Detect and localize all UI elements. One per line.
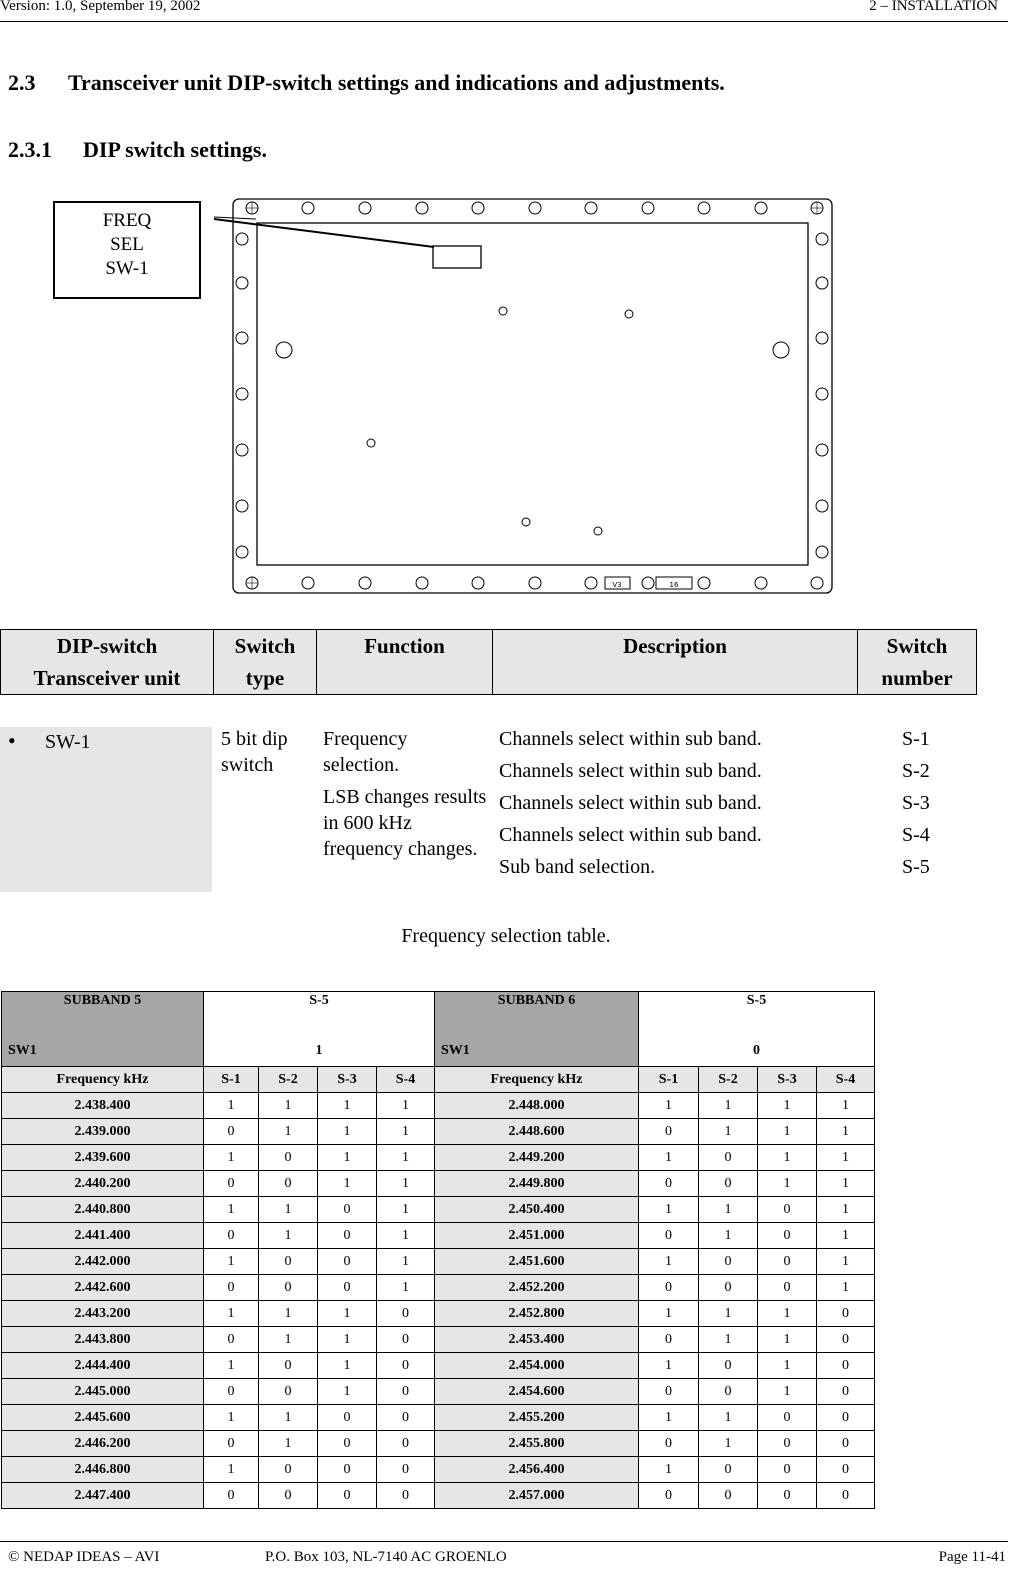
- freq-table-row: [2, 1223, 875, 1249]
- switch-bit-s2: 1: [259, 1327, 318, 1353]
- sw1-description-4: Channels select within sub band.: [499, 824, 762, 846]
- header-switch-number: Switch number: [858, 630, 977, 695]
- subband-6-s5: S-5 0: [639, 992, 875, 1067]
- subband-5-frequency: 2.446.800: [2, 1457, 204, 1483]
- callout-line-2: SEL: [110, 234, 144, 255]
- switch-bit-s4: 0: [817, 1301, 875, 1327]
- sw1-switch-number-3: S-3: [902, 792, 930, 814]
- switch-bit-s3: 0: [318, 1197, 377, 1223]
- freq-table-row: [2, 1119, 875, 1145]
- subband-6-frequency: 2.452.200: [435, 1275, 639, 1301]
- switch-bit-s4: 0: [377, 1431, 435, 1457]
- sw1-description-2: Channels select within sub band.: [499, 760, 762, 782]
- subsection-title: DIP switch settings.: [83, 137, 267, 162]
- switch-bit-s4: 1: [377, 1249, 435, 1275]
- freq-table-row: [2, 1145, 875, 1171]
- switch-bit-s1: 1: [639, 1145, 699, 1171]
- subband-5-frequency: 2.442.600: [2, 1275, 204, 1301]
- switch-bit-s1: 0: [639, 1327, 699, 1353]
- subband-5-frequency: 2.444.400: [2, 1353, 204, 1379]
- subsection-heading: [8, 137, 267, 163]
- freq-col-header: S-3: [318, 1067, 377, 1093]
- switch-bit-s4: 1: [377, 1275, 435, 1301]
- subband-6-frequency: 2.451.000: [435, 1223, 639, 1249]
- switch-bit-s1: 0: [639, 1223, 699, 1249]
- switch-bit-s1: 1: [639, 1249, 699, 1275]
- header-dip-switch: DIP-switch Transceiver unit: [1, 630, 214, 695]
- switch-bit-s4: 1: [817, 1093, 875, 1119]
- switch-bit-s3: 1: [758, 1119, 817, 1145]
- sw1-description-5: Sub band selection.: [499, 856, 656, 878]
- freq-table-row: [2, 1405, 875, 1431]
- switch-bit-s2: 0: [259, 1457, 318, 1483]
- switch-bit-s4: 1: [377, 1119, 435, 1145]
- transceiver-board-drawing: [200, 195, 840, 600]
- freq-table-row: [2, 1171, 875, 1197]
- switch-bit-s2: 0: [699, 1171, 758, 1197]
- switch-bit-s3: 1: [758, 1379, 817, 1405]
- switch-bit-s2: 0: [259, 1145, 318, 1171]
- switch-bit-s4: 0: [817, 1327, 875, 1353]
- switch-bit-s3: 1: [758, 1171, 817, 1197]
- subband-5-frequency: 2.441.400: [2, 1223, 204, 1249]
- header-rule: [0, 21, 1008, 22]
- switch-bit-s2: 0: [259, 1275, 318, 1301]
- section-number: 2.3: [8, 70, 36, 95]
- switch-bit-s1: 0: [204, 1171, 259, 1197]
- switch-bit-s1: 0: [204, 1431, 259, 1457]
- switch-bit-s1: 1: [639, 1301, 699, 1327]
- freq-table-row: [2, 1197, 875, 1223]
- switch-bit-s1: 0: [204, 1275, 259, 1301]
- switch-bit-s4: 0: [377, 1379, 435, 1405]
- switch-bit-s4: 0: [817, 1431, 875, 1457]
- switch-bit-s2: 0: [259, 1353, 318, 1379]
- subband-5-frequency: 2.440.200: [2, 1171, 204, 1197]
- board-label-r: 16: [669, 581, 679, 589]
- switch-bit-s1: 0: [639, 1119, 699, 1145]
- callout-line-3: SW-1: [105, 258, 149, 279]
- frequency-selection-table: [1, 991, 875, 1509]
- subband-5-frequency: 2.445.600: [2, 1405, 204, 1431]
- subband-6-frequency: 2.455.800: [435, 1431, 639, 1457]
- subband-6-frequency: 2.451.600: [435, 1249, 639, 1275]
- subband-5-frequency: 2.438.400: [2, 1093, 204, 1119]
- switch-bit-s4: 1: [817, 1171, 875, 1197]
- switch-bit-s2: 0: [259, 1483, 318, 1509]
- subband-5-frequency: 2.439.000: [2, 1119, 204, 1145]
- subband-5-frequency: 2.443.800: [2, 1327, 204, 1353]
- bullet-icon: •: [8, 728, 16, 753]
- freq-table-row: [2, 1431, 875, 1457]
- switch-bit-s2: 1: [259, 1093, 318, 1119]
- switch-bit-s3: 0: [758, 1223, 817, 1249]
- switch-bit-s2: 1: [259, 1405, 318, 1431]
- switch-bit-s3: 1: [318, 1119, 377, 1145]
- subband-6-frequency: 2.449.200: [435, 1145, 639, 1171]
- subband-5-frequency: 2.440.800: [2, 1197, 204, 1223]
- switch-bit-s1: 1: [204, 1457, 259, 1483]
- switch-bit-s4: 1: [377, 1223, 435, 1249]
- switch-bit-s2: 0: [699, 1457, 758, 1483]
- subsection-number: 2.3.1: [8, 137, 52, 162]
- switch-bit-s4: 1: [377, 1197, 435, 1223]
- switch-bit-s2: 1: [699, 1327, 758, 1353]
- switch-bit-s1: 0: [639, 1483, 699, 1509]
- freq-table-row: [2, 1483, 875, 1509]
- subband-5-header: SUBBAND 5 SW1: [2, 992, 204, 1067]
- subband-5-frequency: 2.443.200: [2, 1301, 204, 1327]
- freq-table-caption: Frequency selection table.: [401, 925, 611, 947]
- switch-bit-s1: 0: [204, 1483, 259, 1509]
- freq-table-row: [2, 1093, 875, 1119]
- board-inner-frame: [257, 223, 808, 565]
- freq-sel-callout: [53, 201, 201, 299]
- switch-bit-s2: 1: [699, 1431, 758, 1457]
- switch-bit-s4: 0: [377, 1483, 435, 1509]
- switch-bit-s2: 1: [699, 1301, 758, 1327]
- switch-bit-s3: 0: [318, 1431, 377, 1457]
- switch-bit-s2: 0: [259, 1171, 318, 1197]
- switch-bit-s4: 0: [817, 1483, 875, 1509]
- switch-bit-s3: 0: [758, 1431, 817, 1457]
- switch-bit-s4: 1: [817, 1275, 875, 1301]
- switch-bit-s2: 1: [699, 1197, 758, 1223]
- switch-bit-s4: 0: [377, 1405, 435, 1431]
- freq-table-row: [2, 1249, 875, 1275]
- switch-bit-s3: 1: [758, 1093, 817, 1119]
- subband-6-frequency: 2.454.600: [435, 1379, 639, 1405]
- freq-col-header: S-1: [204, 1067, 259, 1093]
- switch-bit-s4: 0: [377, 1301, 435, 1327]
- header-version: Version: 1.0, September 19, 2002: [0, 0, 201, 14]
- switch-bit-s1: 1: [639, 1405, 699, 1431]
- switch-bit-s4: 0: [817, 1457, 875, 1483]
- sw1-switch-number-4: S-4: [902, 824, 930, 846]
- section-title: Transceiver unit DIP-switch settings and indications and adjustments.: [68, 70, 725, 95]
- switch-bit-s2: 1: [699, 1119, 758, 1145]
- freq-col-header: S-4: [817, 1067, 875, 1093]
- switch-bit-s3: 1: [318, 1379, 377, 1405]
- sw1-switch-number-1: S-1: [902, 728, 930, 750]
- freq-col-header: Frequency kHz: [2, 1067, 204, 1093]
- switch-bit-s4: 0: [817, 1353, 875, 1379]
- switch-bit-s3: 1: [758, 1327, 817, 1353]
- switch-bit-s3: 1: [318, 1327, 377, 1353]
- switch-bit-s3: 0: [758, 1249, 817, 1275]
- freq-column-headers: [2, 1067, 875, 1093]
- header-description: Description: [493, 630, 858, 695]
- switch-bit-s3: 0: [318, 1405, 377, 1431]
- switch-bit-s1: 1: [639, 1093, 699, 1119]
- switch-bit-s2: 1: [699, 1093, 758, 1119]
- switch-bit-s1: 0: [204, 1223, 259, 1249]
- subband-6-frequency: 2.450.400: [435, 1197, 639, 1223]
- switch-bit-s3: 1: [758, 1353, 817, 1379]
- freq-table-row: [2, 1301, 875, 1327]
- switch-bit-s4: 1: [377, 1145, 435, 1171]
- switch-bit-s2: 0: [259, 1249, 318, 1275]
- switch-bit-s4: 1: [817, 1197, 875, 1223]
- switch-bit-s4: 0: [377, 1353, 435, 1379]
- footer-page: Page 11-41: [938, 1549, 1006, 1565]
- footer-rule: [0, 1541, 1008, 1542]
- header-switch-type: Switch type: [214, 630, 317, 695]
- sw1-description-1: Channels select within sub band.: [499, 728, 762, 750]
- switch-bit-s3: 0: [318, 1223, 377, 1249]
- switch-bit-s3: 1: [318, 1171, 377, 1197]
- switch-bit-s4: 1: [817, 1223, 875, 1249]
- switch-bit-s3: 0: [758, 1483, 817, 1509]
- switch-bit-s3: 1: [318, 1145, 377, 1171]
- switch-bit-s1: 1: [204, 1093, 259, 1119]
- switch-bit-s2: 1: [699, 1223, 758, 1249]
- function-frequency-selection: Frequency selection.: [323, 728, 408, 776]
- switch-bit-s3: 0: [758, 1197, 817, 1223]
- footer-address: P.O. Box 103, NL-7140 AC GROENLO: [265, 1549, 507, 1565]
- freq-col-header: S-2: [259, 1067, 318, 1093]
- switch-bit-s1: 1: [639, 1457, 699, 1483]
- subband-6-frequency: 2.449.800: [435, 1171, 639, 1197]
- board-label-v: V3: [612, 581, 622, 589]
- switch-bit-s2: 1: [259, 1223, 318, 1249]
- freq-col-header: S-3: [758, 1067, 817, 1093]
- switch-bit-s3: 1: [318, 1353, 377, 1379]
- board-outline: [233, 199, 832, 593]
- switch-bit-s2: 1: [699, 1405, 758, 1431]
- subband-6-sw: SW1: [441, 1043, 470, 1058]
- subband-6-frequency: 2.455.200: [435, 1405, 639, 1431]
- switch-bit-s1: 1: [639, 1353, 699, 1379]
- switch-bit-s1: 0: [639, 1171, 699, 1197]
- switch-bit-s3: 0: [318, 1483, 377, 1509]
- sw1-function: [323, 726, 488, 862]
- sw1-switch-number-2: S-2: [902, 760, 930, 782]
- sw1-name: SW-1: [45, 731, 91, 753]
- switch-bit-s2: 0: [699, 1483, 758, 1509]
- switch-bit-s4: 1: [377, 1171, 435, 1197]
- footer-company: © NEDAP IDEAS – AVI: [8, 1549, 160, 1565]
- switch-bit-s1: 0: [639, 1379, 699, 1405]
- switch-bit-s2: 0: [699, 1145, 758, 1171]
- switch-bit-s1: 0: [639, 1431, 699, 1457]
- subband-5-frequency: 2.439.600: [2, 1145, 204, 1171]
- sw1-type: 5 bit dip switch: [221, 728, 288, 776]
- subband-5-frequency: 2.447.400: [2, 1483, 204, 1509]
- switch-bit-s2: 0: [699, 1379, 758, 1405]
- freq-table-row: [2, 1457, 875, 1483]
- switch-bit-s3: 0: [758, 1275, 817, 1301]
- subband-5-sw: SW1: [8, 1043, 37, 1058]
- freq-table-row: [2, 1379, 875, 1405]
- subband-6-frequency: 2.457.000: [435, 1483, 639, 1509]
- freq-table-row: [2, 1353, 875, 1379]
- switch-bit-s1: 1: [639, 1197, 699, 1223]
- freq-col-header: S-4: [377, 1067, 435, 1093]
- switch-bit-s1: 1: [204, 1353, 259, 1379]
- freq-col-header: S-1: [639, 1067, 699, 1093]
- section-heading: [8, 70, 725, 96]
- subband-6-frequency: 2.452.800: [435, 1301, 639, 1327]
- switch-bit-s1: 1: [204, 1301, 259, 1327]
- subband-6-header: SUBBAND 6 SW1: [435, 992, 639, 1067]
- switch-bit-s3: 1: [758, 1145, 817, 1171]
- freq-col-header: Frequency kHz: [435, 1067, 639, 1093]
- switch-bit-s1: 1: [204, 1197, 259, 1223]
- subband-6-frequency: 2.448.600: [435, 1119, 639, 1145]
- dip-switch-location: [433, 246, 481, 268]
- switch-bit-s2: 0: [699, 1353, 758, 1379]
- dip-table-header: [0, 629, 977, 695]
- sw1-name-cell: [0, 727, 212, 892]
- switch-bit-s2: 1: [259, 1119, 318, 1145]
- switch-bit-s1: 0: [639, 1275, 699, 1301]
- switch-bit-s2: 1: [259, 1431, 318, 1457]
- switch-bit-s1: 0: [204, 1379, 259, 1405]
- switch-bit-s3: 0: [758, 1405, 817, 1431]
- switch-bit-s2: 0: [699, 1275, 758, 1301]
- switch-bit-s2: 1: [259, 1301, 318, 1327]
- switch-bit-s4: 1: [817, 1249, 875, 1275]
- switch-bit-s3: 1: [758, 1301, 817, 1327]
- switch-bit-s3: 1: [318, 1093, 377, 1119]
- sw1-switch-number-5: S-5: [902, 856, 930, 878]
- switch-bit-s2: 0: [259, 1379, 318, 1405]
- header-function: Function: [317, 630, 493, 695]
- function-lsb-note: LSB changes results in 600 kHz frequency changes.: [323, 786, 487, 860]
- switch-bit-s2: 0: [699, 1249, 758, 1275]
- switch-bit-s3: 0: [318, 1249, 377, 1275]
- switch-bit-s1: 0: [204, 1119, 259, 1145]
- subband-6-frequency: 2.454.000: [435, 1353, 639, 1379]
- subband-5-frequency: 2.446.200: [2, 1431, 204, 1457]
- freq-table-row: [2, 1327, 875, 1353]
- switch-bit-s4: 1: [377, 1093, 435, 1119]
- subband-6-frequency: 2.448.000: [435, 1093, 639, 1119]
- switch-bit-s4: 1: [817, 1119, 875, 1145]
- switch-bit-s4: 1: [817, 1145, 875, 1171]
- switch-bit-s2: 1: [259, 1197, 318, 1223]
- switch-bit-s3: 0: [318, 1275, 377, 1301]
- switch-bit-s4: 0: [817, 1379, 875, 1405]
- switch-bit-s1: 1: [204, 1145, 259, 1171]
- switch-bit-s4: 0: [817, 1405, 875, 1431]
- switch-bit-s1: 1: [204, 1405, 259, 1431]
- switch-bit-s3: 0: [758, 1457, 817, 1483]
- switch-bit-s3: 1: [318, 1301, 377, 1327]
- subband-6-frequency: 2.453.400: [435, 1327, 639, 1353]
- subband-6-frequency: 2.456.400: [435, 1457, 639, 1483]
- header-chapter: 2 – INSTALLATION: [869, 0, 998, 14]
- subband-5-frequency: 2.442.000: [2, 1249, 204, 1275]
- callout-line-1: FREQ: [102, 210, 152, 231]
- switch-bit-s3: 0: [318, 1457, 377, 1483]
- switch-bit-s1: 1: [204, 1249, 259, 1275]
- sw1-description-3: Channels select within sub band.: [499, 792, 762, 814]
- subband-5-frequency: 2.445.000: [2, 1379, 204, 1405]
- switch-bit-s4: 0: [377, 1457, 435, 1483]
- switch-bit-s4: 0: [377, 1327, 435, 1353]
- freq-col-header: S-2: [699, 1067, 758, 1093]
- freq-table-row: [2, 1275, 875, 1301]
- switch-bit-s1: 0: [204, 1327, 259, 1353]
- subband-5-s5: S-5 1: [204, 992, 435, 1067]
